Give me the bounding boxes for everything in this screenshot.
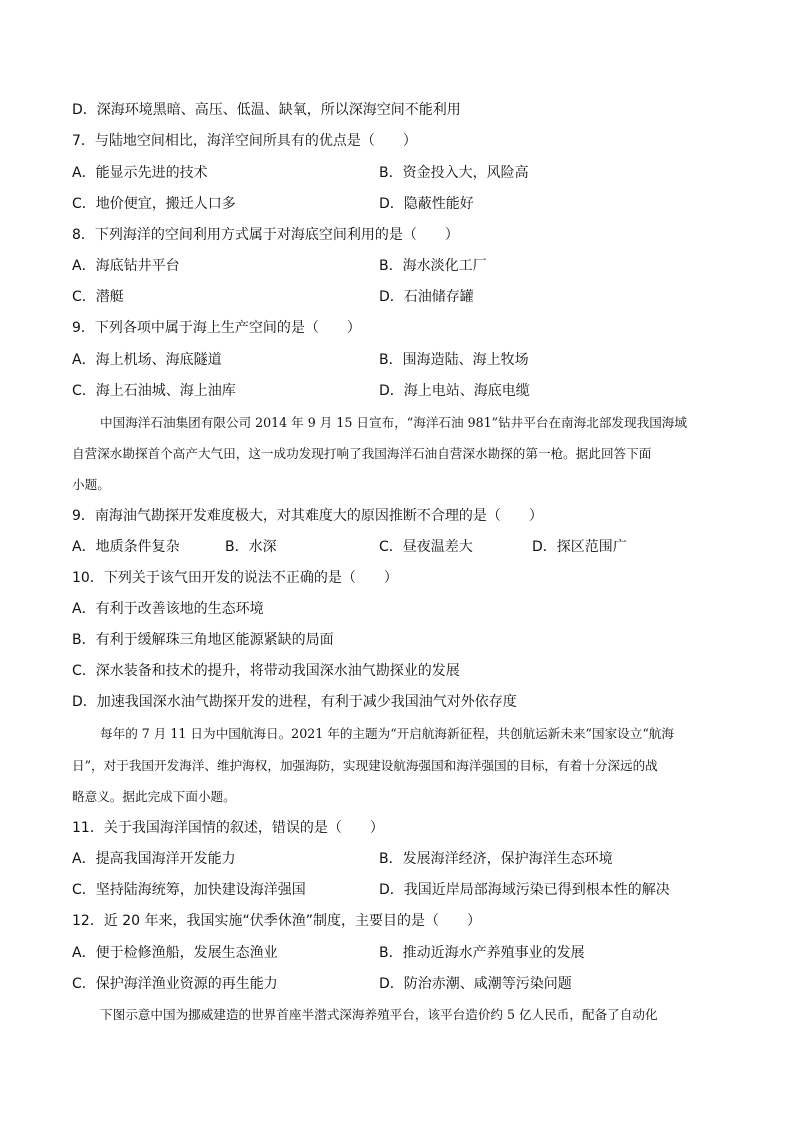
- option-c: C．保护海洋渔业资源的再生能力: [72, 976, 278, 992]
- option-b: B．资金投入大，风险高: [379, 165, 529, 181]
- question-9-stem: 9．下列各项中属于海上生产空间的是（ ）: [72, 320, 361, 336]
- option-a: A．有利于改善该地的生态环境: [72, 601, 264, 617]
- option-b: B．发展海洋经济，保护海洋生态环境: [379, 851, 613, 867]
- option-a: A．便于检修渔船，发展生态渔业: [72, 945, 278, 961]
- question-12-stem: 12．近 20 年来，我国实施“伏季休渔”制度，主要目的是（ ）: [72, 913, 482, 929]
- option-b: B．有利于缓解珠三角地区能源紧缺的局面: [72, 632, 334, 648]
- passage-1-line-2: 自营深水勘探首个高产大气田，这一成功发现打响了我国海洋石油自营深水勘探的第一枪。据此回答下面: [72, 446, 652, 461]
- question-7-stem: 7．与陆地空间相比，海洋空间所具有的优点是（ ）: [72, 133, 417, 149]
- option-a: A．能显示先进的技术: [72, 165, 208, 181]
- option-a: A．海底钻井平台: [72, 258, 180, 274]
- option-b: B．围海造陆、海上牧场: [379, 352, 529, 368]
- option-a: A．地质条件复杂: [72, 539, 180, 555]
- question-11-stem: 11．关于我国海洋国情的叙述，错误的是（ ）: [72, 820, 384, 836]
- option-b: B．水深: [225, 539, 277, 555]
- passage-3-line-1: 下图示意中国为挪威建造的世界首座半潜式深海养殖平台，该平台造价约 5 亿人民币，配备了自动化: [100, 1007, 658, 1022]
- option-c: C．深水装备和技术的提升，将带动我国深水油气勘探业的发展: [72, 663, 460, 679]
- option-a: A．海上机场、海底隧道: [72, 352, 222, 368]
- option-c: C．昼夜温差大: [379, 539, 473, 555]
- option-d: D．加速我国深水油气勘探开发的进程，有利于减少我国油气对外依存度: [72, 694, 517, 710]
- option-a: A．提高我国海洋开发能力: [72, 851, 236, 867]
- option-d: D．防治赤潮、咸潮等污染问题: [379, 976, 572, 992]
- passage-2-line-1: 每年的 7 月 11 日为中国航海日。2021 年的主题为“开启航海新征程，共创航运新未来”国家设立“航海: [100, 726, 674, 741]
- passage-1-line-1: 中国海洋石油集团有限公司 2014 年 9 月 15 日宣布，“海洋石油 981”钻井平台在南海北部发现我国海域: [100, 415, 687, 430]
- option-d-q6: D．深海环境黑暗、高压、低温、缺氧，所以深海空间不能利用: [72, 102, 461, 118]
- option-c: C．坚持陆海统筹，加快建设海洋强国: [72, 882, 306, 898]
- option-d: D．我国近岸局部海域污染已得到根本性的解决: [379, 882, 670, 898]
- option-d: D．探区范围广: [532, 539, 627, 555]
- option-b: B．海水淡化工厂: [379, 258, 487, 274]
- question-8-stem: 8．下列海洋的空间利用方式属于对海底空间利用的是（ ）: [72, 227, 459, 243]
- option-b: B．推动近海水产养殖事业的发展: [379, 945, 585, 961]
- passage-2-line-3: 略意义。据此完成下面小题。: [72, 789, 236, 804]
- question-10-stem: 10．下列关于该气田开发的说法不正确的是（ ）: [72, 570, 398, 586]
- passage-2-line-2: 日”，对于我国开发海洋、维护海权，加强海防，实现建设航海强国和海洋强国的目标，有着十分深远的战: [72, 758, 658, 773]
- option-d: D．海上电站、海底电缆: [379, 383, 530, 399]
- option-d: D．隐蔽性能好: [379, 196, 474, 212]
- passage-1-line-3: 小题。: [72, 477, 110, 492]
- option-c: C．海上石油城、海上油库: [72, 383, 236, 399]
- question-9b-stem: 9．南海油气勘探开发难度极大，对其难度大的原因推断不合理的是（ ）: [72, 508, 543, 524]
- option-d: D．石油储存罐: [379, 289, 474, 305]
- option-c: C．地价便宜，搬迁人口多: [72, 196, 236, 212]
- option-c: C．潜艇: [72, 289, 124, 305]
